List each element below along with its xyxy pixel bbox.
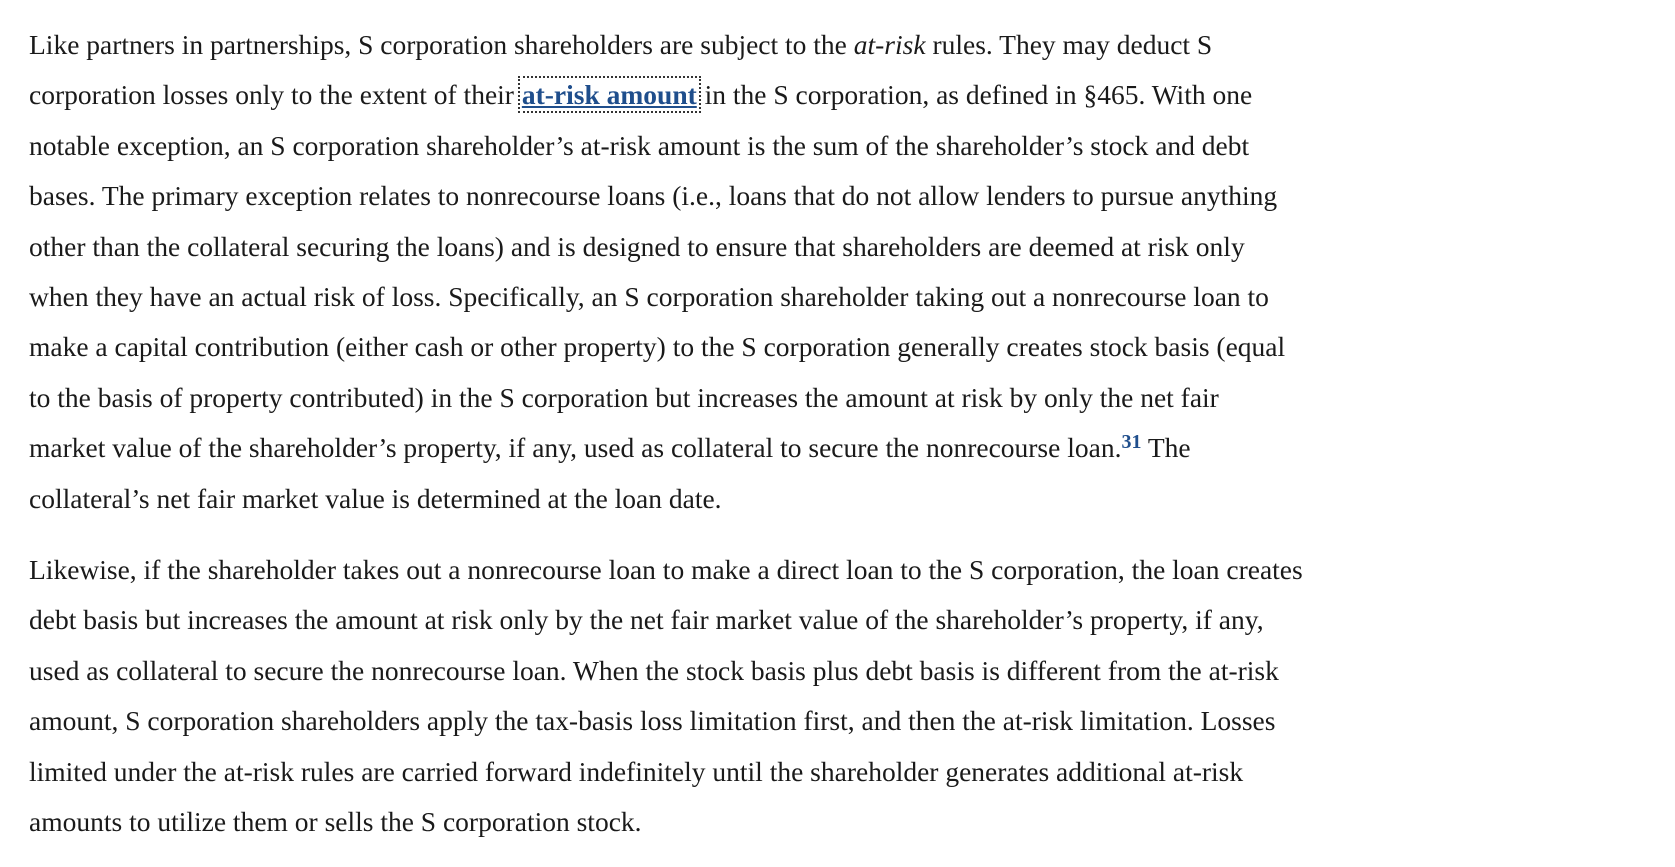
text-line: to the basis of property contributed) in the S corporation but increases the amount at risk by only the net fair xyxy=(29,381,1219,413)
emphasis-at-risk: at-risk xyxy=(853,29,926,60)
text-line: bases. The primary exception relates to nonrecourse loans (i.e., loans that do not allow lenders to pursue anything xyxy=(29,180,1278,212)
paragraph-nonrecourse-loans xyxy=(29,545,1649,847)
text-line: amounts to utilize them or sells the S corporation stock. xyxy=(29,806,642,838)
text-line: limited under the at-risk rules are carried forward indefinitely until the shareholder generates additional at-risk xyxy=(29,755,1244,787)
text-line: make a capital contribution (either cash or other property) to the S corporation generally creates stock basis (equal xyxy=(29,331,1286,363)
paragraph-at-risk-rules xyxy=(29,20,1649,524)
text-line xyxy=(29,70,1649,120)
text-line xyxy=(29,423,1649,473)
text-line: debt basis but increases the amount at risk only by the net fair market value of the shareholder’s property, if any, xyxy=(29,604,1264,636)
text-line: notable exception, an S corporation shareholder’s at-risk amount is the sum of the shareholder’s stock and debt xyxy=(29,129,1250,161)
document-body xyxy=(29,20,1649,848)
text-line: used as collateral to secure the nonrecourse loan. When the stock basis plus debt basis is different from the at-risk xyxy=(29,654,1279,686)
text-line: collateral’s net fair market value is determined at the loan date. xyxy=(29,482,722,514)
text-span: Like partners in partnerships, S corporation shareholders are subject to the xyxy=(29,29,854,60)
text-span: rules. They may deduct S xyxy=(925,29,1213,60)
text-line: other than the collateral securing the loans) and is designed to ensure that shareholders are deemed at risk only xyxy=(29,230,1245,262)
text-line: when they have an actual risk of loss. Specifically, an S corporation shareholder taking out a nonrecourse loan to xyxy=(29,281,1269,313)
text-line: Likewise, if the shareholder takes out a nonrecourse loan to make a direct loan to the S corporation, the loan creates xyxy=(29,554,1303,586)
text-span: market value of the shareholder’s property, if any, used as collateral to secure the nonrecourse loan. xyxy=(29,432,1122,464)
text-line xyxy=(29,20,1649,70)
text-span: corporation losses only to the extent of their xyxy=(29,79,521,111)
text-span: in the S corporation, as defined in §465. With one xyxy=(697,79,1253,111)
footnote-31-link[interactable]: 31 xyxy=(1121,431,1142,454)
text-line: amount, S corporation shareholders apply the tax-basis loss limitation first, and then the at-risk limitation. Losses xyxy=(29,705,1276,737)
at-risk-amount-link[interactable]: at-risk amount xyxy=(521,79,697,111)
text-span: The xyxy=(1141,432,1191,464)
